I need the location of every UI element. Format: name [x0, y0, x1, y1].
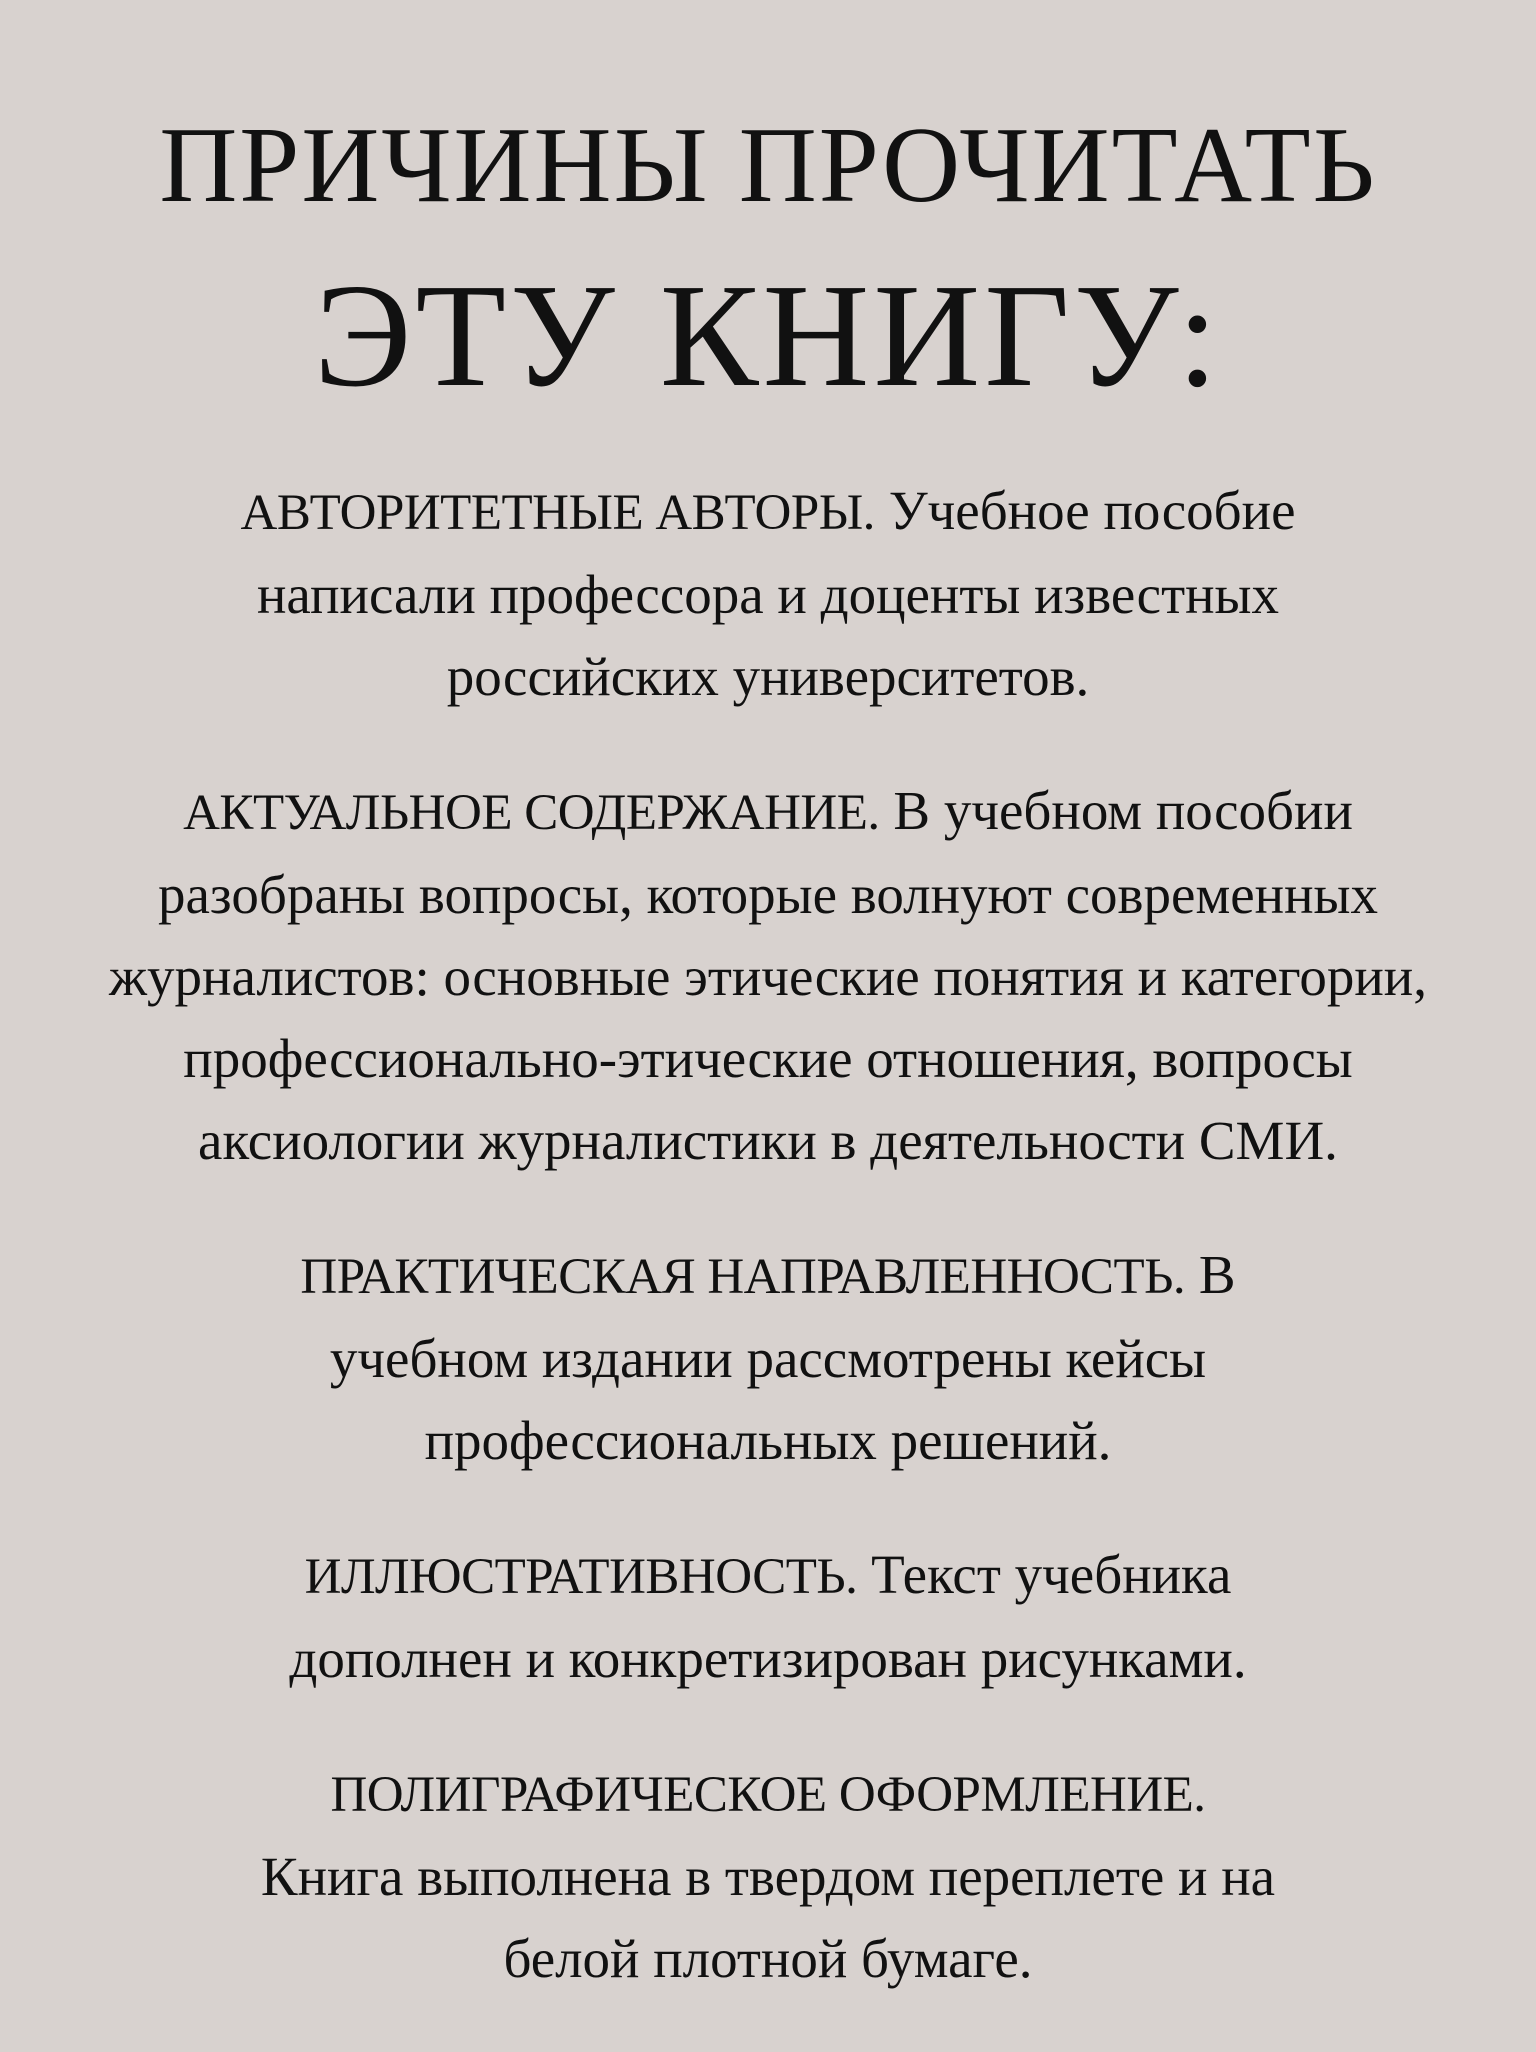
reason-printing [253, 1752, 1283, 2000]
reason-text: Книга выполнена в твердом переплете и на белой плотной бумаге. [260, 1846, 1276, 1989]
title-line-2: ЭТУ КНИГУ: [313, 254, 1223, 418]
reason-label: ПРАКТИЧЕСКАЯ НАПРАВЛЕННОСТЬ. [300, 1249, 1186, 1305]
reason-practice [228, 1234, 1308, 1482]
reason-label: ИЛЛЮСТРАТИВНОСТЬ. [304, 1549, 858, 1605]
reason-text: В учебном издании рассмотрены кейсы профессиональных решений. [329, 1244, 1236, 1471]
page-title [0, 106, 1536, 418]
reason-label: ПОЛИГРАФИЧЕСКОЕ ОФОРМЛЕНИЕ. [330, 1767, 1206, 1823]
reason-illustrations [198, 1534, 1338, 1700]
reason-text: В учебном пособии разобраны вопросы, которые волнуют современных журналистов: основные этические понятия и категории, профессионально-этические отношения, вопросы аксиологии журналистики в деятельности СМИ. [109, 780, 1427, 1171]
reason-text: Текст учебника дополнен и конкретизирован рисунками. [289, 1544, 1247, 1689]
reason-label: АКТУАЛЬНОЕ СОДЕРЖАНИЕ. [183, 785, 880, 841]
title-line-1: ПРИЧИНЫ ПРОЧИТАТЬ [159, 106, 1377, 225]
reason-text: Учебное пособие написали профессора и доценты известных российских университетов. [256, 480, 1296, 707]
reason-content [90, 770, 1446, 1182]
reason-label: АВТОРИТЕТНЫЕ АВТОРЫ. [240, 485, 875, 541]
reasons-list [90, 470, 1446, 2052]
reason-authors [188, 470, 1348, 718]
